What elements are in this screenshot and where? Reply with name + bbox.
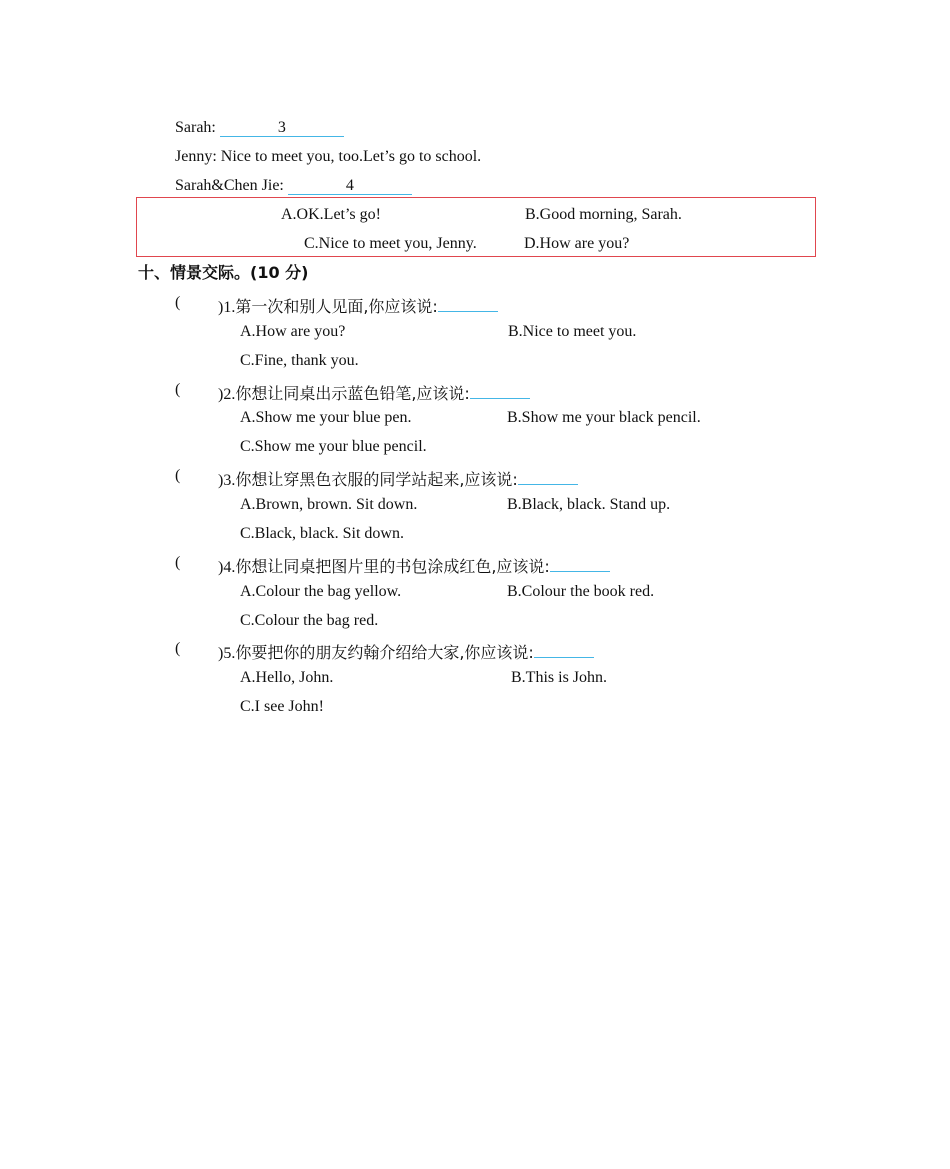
question-3 bbox=[218, 466, 578, 491]
speaker-label: Sarah&Chen Jie: bbox=[175, 177, 284, 194]
question-number: )2. bbox=[218, 386, 236, 403]
answer-paren-open: ( bbox=[175, 467, 181, 484]
question-3-option-b: B.Black, black. Stand up. bbox=[507, 496, 671, 513]
section-heading bbox=[138, 263, 308, 283]
option-c: C.Nice to meet you, Jenny. bbox=[304, 235, 477, 252]
answer-paren-open: ( bbox=[175, 640, 181, 657]
question-5-option-a: A.Hello, John. bbox=[240, 669, 334, 686]
question-5-option-b: B.This is John. bbox=[511, 669, 608, 686]
question-number: )1. bbox=[218, 299, 236, 316]
question-prompt: 你想让穿黑色衣服的同学站起来,应该说: bbox=[235, 470, 518, 489]
question-prompt: 你想让同桌出示蓝色铅笔,应该说: bbox=[235, 384, 470, 403]
blank-number: 3 bbox=[277, 119, 286, 136]
question-4-option-b: B.Colour the book red. bbox=[507, 583, 655, 600]
option-a: A.OK.Let’s go! bbox=[281, 206, 381, 223]
question-blank[interactable] bbox=[470, 380, 530, 399]
option-b: B.Good morning, Sarah. bbox=[525, 206, 682, 223]
question-4 bbox=[218, 553, 610, 578]
answer-paren-open: ( bbox=[175, 294, 181, 311]
question-2-option-a: A.Show me your blue pen. bbox=[240, 409, 412, 426]
dialogue-line-sarah-chenjie bbox=[175, 176, 412, 196]
question-1-option-a: A.How are you? bbox=[240, 323, 346, 340]
section-score: (10 分) bbox=[250, 263, 309, 282]
question-prompt: 第一次和别人见面,你应该说: bbox=[235, 297, 438, 316]
question-1-option-c: C.Fine, thank you. bbox=[240, 352, 359, 369]
question-number: )4. bbox=[218, 559, 236, 576]
answer-paren-open: ( bbox=[175, 554, 181, 571]
question-4-option-a: A.Colour the bag yellow. bbox=[240, 583, 402, 600]
question-3-option-a: A.Brown, brown. Sit down. bbox=[240, 496, 418, 513]
question-blank[interactable] bbox=[518, 466, 578, 485]
blank-number: 4 bbox=[345, 177, 354, 194]
dialogue-line-jenny: Jenny: Nice to meet you, too.Let’s go to school. bbox=[175, 148, 482, 165]
question-4-option-c: C.Colour the bag red. bbox=[240, 612, 379, 629]
question-prompt: 你要把你的朋友约翰介绍给大家,你应该说: bbox=[235, 643, 534, 662]
answer-blank-4[interactable] bbox=[288, 176, 412, 195]
question-5-option-c: C.I see John! bbox=[240, 698, 324, 715]
answer-blank-3[interactable] bbox=[220, 118, 344, 137]
question-2-option-b: B.Show me your black pencil. bbox=[507, 409, 701, 426]
question-blank[interactable] bbox=[534, 639, 594, 658]
question-number: )5. bbox=[218, 645, 236, 662]
answer-paren-open: ( bbox=[175, 381, 181, 398]
question-blank[interactable] bbox=[550, 553, 610, 572]
question-1 bbox=[218, 293, 498, 318]
speaker-label: Sarah: bbox=[175, 119, 216, 136]
option-d: D.How are you? bbox=[524, 235, 630, 252]
question-number: )3. bbox=[218, 472, 236, 489]
question-prompt: 你想让同桌把图片里的书包涂成红色,应该说: bbox=[235, 557, 550, 576]
question-5 bbox=[218, 639, 594, 664]
dialogue-line-sarah bbox=[175, 118, 344, 138]
question-3-option-c: C.Black, black. Sit down. bbox=[240, 525, 404, 542]
question-1-option-b: B.Nice to meet you. bbox=[508, 323, 637, 340]
question-2 bbox=[218, 380, 530, 405]
section-title: 十、情景交际。 bbox=[138, 263, 251, 282]
question-blank[interactable] bbox=[438, 293, 498, 312]
question-2-option-c: C.Show me your blue pencil. bbox=[240, 438, 427, 455]
